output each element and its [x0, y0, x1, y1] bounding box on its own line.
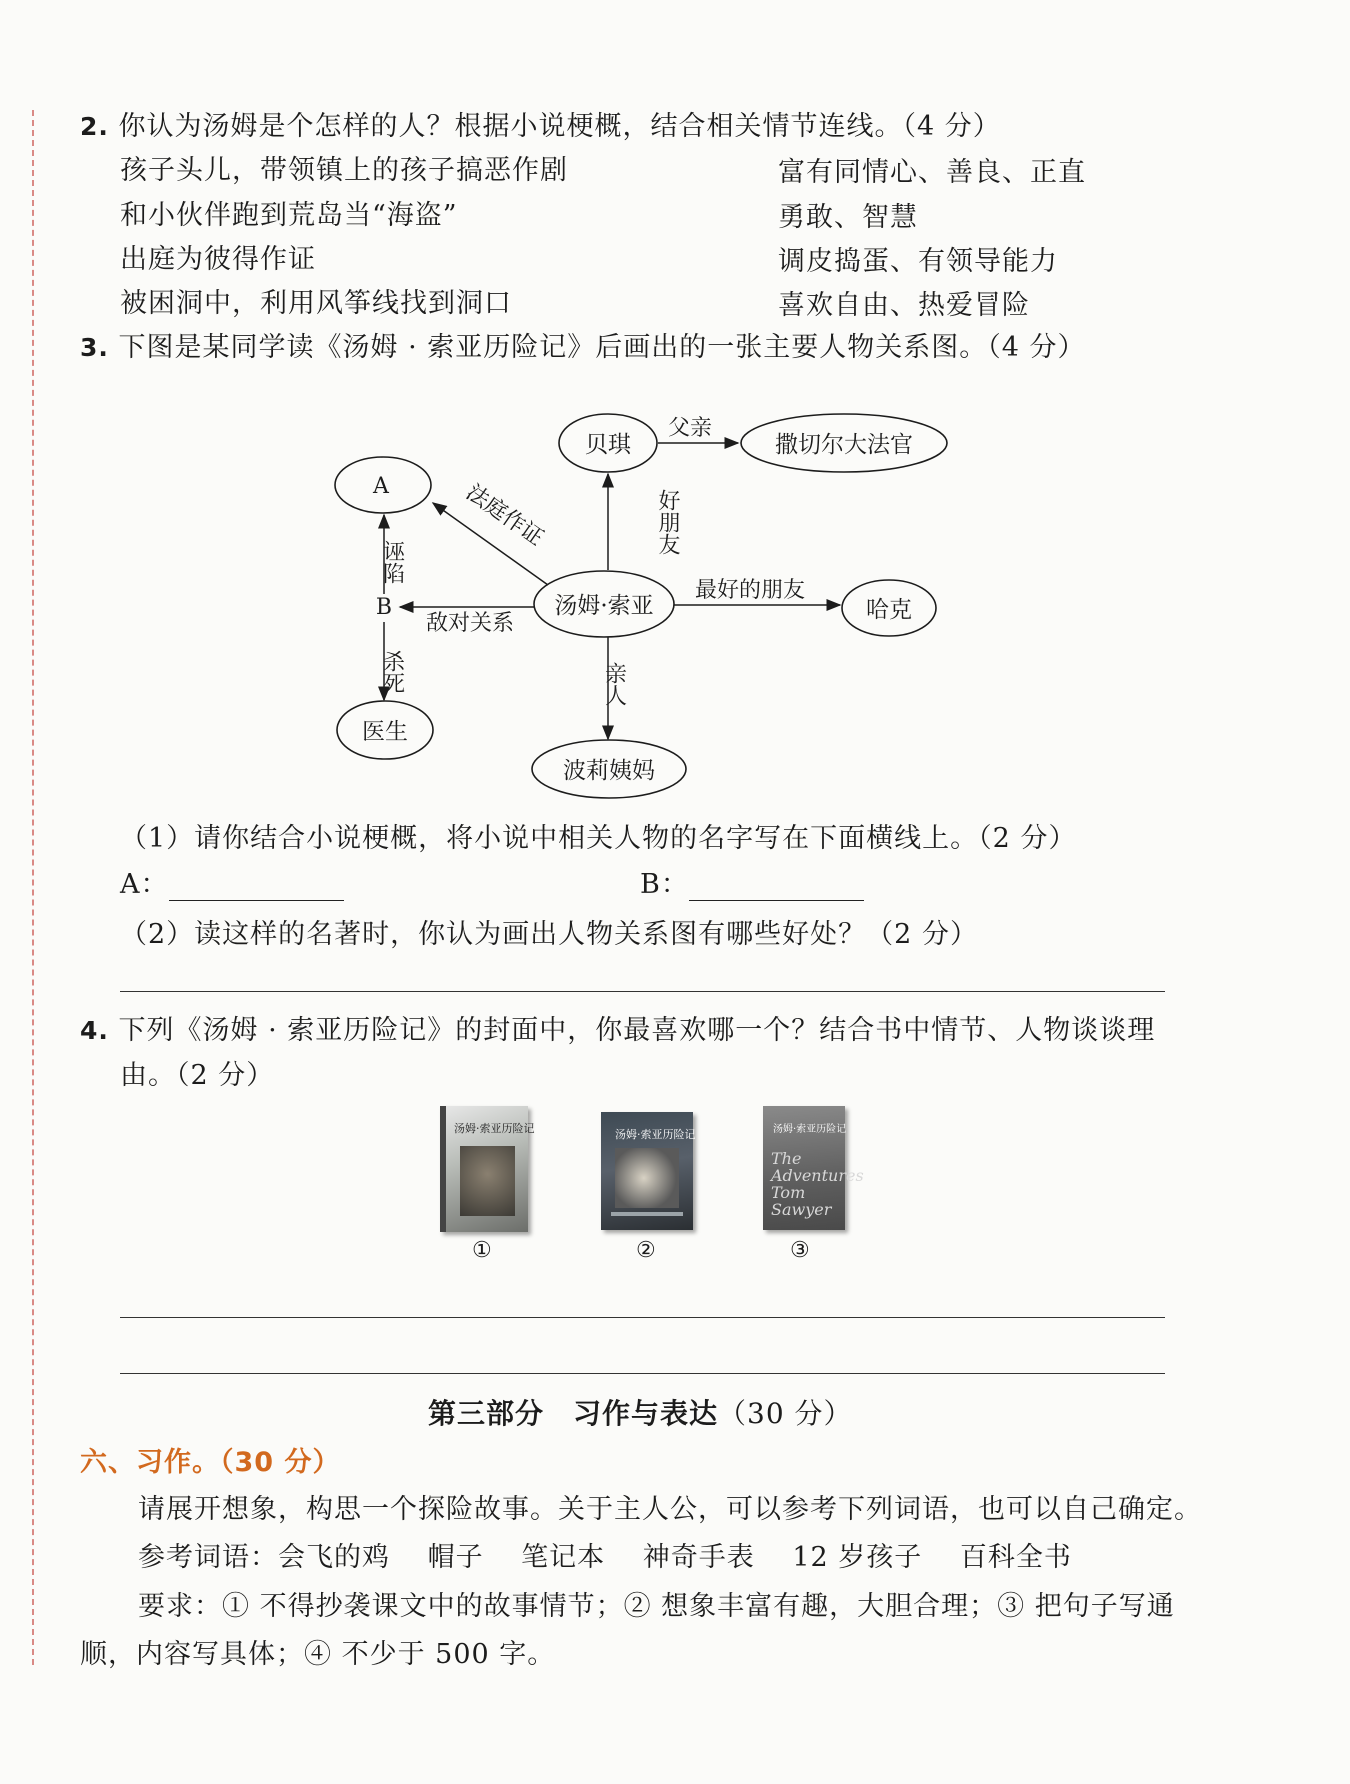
edge-family-label: 亲人	[601, 662, 627, 706]
question-3-text: 下图是某同学读《汤姆 · 索亚历险记》后画出的一张主要人物关系图。（4 分）	[118, 332, 1086, 363]
section-6-line-3: 要求：① 不得抄袭课文中的故事情节；② 想象丰富有趣，大胆合理；③ 把句子写通	[138, 1591, 1175, 1622]
q3-answer-b-blank[interactable]	[689, 872, 864, 901]
part-3-points: （30 分）	[718, 1397, 853, 1430]
book-cover-3-mark: ③	[790, 1238, 810, 1263]
book-cover-3-title: 汤姆·索亚历险记	[773, 1124, 847, 1135]
q2-right-item-4: 喜欢自由、热爱冒险	[778, 290, 1030, 321]
part-3-title	[428, 1392, 853, 1432]
edge-enemy-label: 敌对关系	[425, 611, 515, 636]
q3-answer-a	[120, 862, 344, 901]
node-judge-label: 撒切尔大法官	[775, 432, 913, 458]
section-6-heading: 六、习作。（30 分）	[80, 1447, 341, 1478]
node-doctor-label: 医生	[362, 719, 408, 745]
book-cover-2-caption-bar	[611, 1212, 683, 1216]
edge-best-friend-label: 最好的朋友	[694, 578, 806, 603]
section-6-line-1: 请展开想象，构思一个探险故事。关于主人公，可以参考下列词语，也可以自己确定。	[138, 1494, 1202, 1525]
edge-good-friend-label	[614, 489, 680, 555]
node-polly-label: 波莉姨妈	[563, 758, 655, 784]
q4-answer-line-2[interactable]	[120, 1373, 1165, 1374]
section-6-line-2: 参考词语：会飞的鸡 帽子 笔记本 神奇手表 12 岁孩子 百科全书	[138, 1542, 1072, 1573]
edge-court-label: 法庭作证	[461, 480, 548, 551]
q4-answer-line-1[interactable]	[120, 1317, 1165, 1318]
node-a-label: A	[373, 474, 389, 499]
q3-answer-b	[640, 862, 864, 901]
node-becky-label: 贝琪	[585, 432, 631, 458]
book-cover-1-illustration	[460, 1146, 515, 1216]
question-4-text-line2: 由。（2 分）	[120, 1060, 275, 1091]
q3-answer-a-blank[interactable]	[169, 872, 344, 901]
q2-right-item-3: 调皮捣蛋、有领导能力	[778, 246, 1058, 277]
q3-answer-a-label: A：	[120, 869, 169, 900]
book-cover-1-spine	[440, 1106, 446, 1232]
q2-right-item-1: 富有同情心、善良、正直	[778, 157, 1086, 188]
book-cover-1-title: 汤姆·索亚历险记	[454, 1122, 535, 1135]
q3-sub1: （1）请你结合小说梗概，将小说中相关人物的名字写在下面横线上。（2 分）	[120, 823, 1077, 854]
question-4-number: 4.	[80, 1016, 109, 1045]
q3-answer-line[interactable]	[120, 991, 1165, 992]
edge-father-label: 父亲	[667, 416, 713, 441]
q3-answer-b-label: B：	[640, 869, 689, 900]
question-4-prompt	[80, 1008, 1155, 1047]
book-cover-3-art-text: The Adventures Tom Sawyer	[771, 1149, 864, 1219]
part-3-title-text: 第三部分 习作与表达	[428, 1397, 719, 1430]
q2-left-item-1: 孩子头儿，带领镇上的孩子搞恶作剧	[120, 155, 568, 186]
question-2-text: 你认为汤姆是个怎样的人？根据小说梗概，结合相关情节连线。（4 分）	[118, 111, 1001, 142]
node-center-label: 汤姆·索亚	[554, 593, 654, 619]
q2-left-item-2: 和小伙伴跑到荒岛当“海盗”	[120, 200, 458, 231]
edge-kill-label: 杀死	[379, 650, 405, 694]
node-b-label: B	[375, 595, 393, 620]
book-cover-2-title: 汤姆·索亚历险记	[615, 1128, 696, 1141]
edge-good-friend-label-text: 好朋友	[614, 489, 680, 514]
section-6-line-4: 顺，内容写具体；④ 不少于 500 字。	[80, 1639, 556, 1670]
q2-left-item-4: 被困洞中，利用风筝线找到洞口	[120, 288, 512, 319]
book-cover-1-mark: ①	[472, 1238, 492, 1263]
q2-left-item-3: 出庭为彼得作证	[120, 244, 316, 275]
character-relationship-diagram	[0, 0, 1350, 800]
question-3-number: 3.	[80, 333, 109, 362]
edge-frame-label: 诬陷	[379, 540, 405, 584]
question-4-text-line1: 下列《汤姆 · 索亚历险记》的封面中，你最喜欢哪一个？结合书中情节、人物谈谈理	[118, 1015, 1156, 1046]
book-cover-3[interactable]	[763, 1106, 864, 1230]
book-cover-1[interactable]	[440, 1106, 535, 1232]
node-huck-label: 哈克	[866, 597, 912, 623]
q3-sub2: （2）读这样的名著时，你认为画出人物关系图有哪些好处？（2 分）	[120, 919, 978, 950]
book-cover-2-mark: ②	[636, 1238, 656, 1263]
q2-right-item-2: 勇敢、智慧	[778, 202, 918, 233]
book-cover-2[interactable]	[601, 1112, 696, 1230]
question-2-number: 2.	[80, 112, 109, 141]
book-cover-2-illustration	[615, 1148, 679, 1208]
